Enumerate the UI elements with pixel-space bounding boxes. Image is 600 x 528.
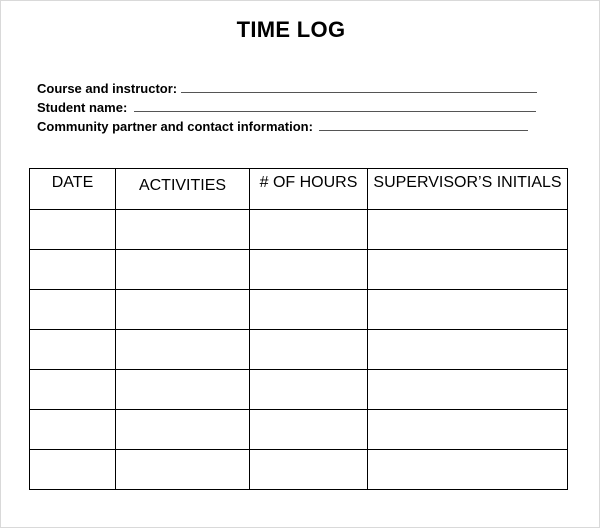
cell-activities[interactable] — [116, 410, 250, 450]
cell-hours[interactable] — [250, 450, 368, 490]
page-title: TIME LOG — [236, 17, 346, 42]
course-instructor-field — [37, 81, 537, 96]
cell-supervisor-initials[interactable] — [368, 410, 568, 450]
student-name-label: Student name: — [37, 100, 128, 115]
cell-activities[interactable] — [116, 290, 250, 330]
community-partner-field — [37, 119, 528, 134]
cell-supervisor-initials[interactable] — [368, 370, 568, 410]
table-row — [30, 410, 568, 450]
student-name-blank-line — [134, 111, 536, 112]
cell-supervisor-initials[interactable] — [368, 330, 568, 370]
course-instructor-label: Course and instructor: — [37, 81, 178, 96]
table-row — [30, 210, 568, 250]
cell-supervisor-initials[interactable] — [368, 290, 568, 330]
community-partner-label: Community partner and contact information: — [37, 119, 313, 134]
cell-date[interactable] — [30, 250, 116, 290]
cell-date[interactable] — [30, 290, 116, 330]
cell-date[interactable] — [30, 410, 116, 450]
cell-hours[interactable] — [250, 250, 368, 290]
cell-date[interactable] — [30, 450, 116, 490]
cell-hours[interactable] — [250, 370, 368, 410]
header-supervisor-initials: SUPERVISOR’S INITIALS — [368, 169, 568, 210]
header-activities: ACTIVITIES — [116, 169, 250, 210]
student-name-field — [37, 100, 536, 115]
header-date: DATE — [30, 169, 116, 210]
table-row — [30, 330, 568, 370]
cell-hours[interactable] — [250, 290, 368, 330]
cell-activities[interactable] — [116, 250, 250, 290]
cell-supervisor-initials[interactable] — [368, 210, 568, 250]
time-log-table — [29, 168, 568, 490]
cell-date[interactable] — [30, 210, 116, 250]
header-hours: # OF HOURS — [250, 169, 368, 210]
table-row — [30, 370, 568, 410]
cell-supervisor-initials[interactable] — [368, 250, 568, 290]
cell-hours[interactable] — [250, 210, 368, 250]
community-partner-blank-line — [319, 130, 528, 131]
cell-activities[interactable] — [116, 210, 250, 250]
cell-hours[interactable] — [250, 410, 368, 450]
table-row — [30, 450, 568, 490]
cell-supervisor-initials[interactable] — [368, 450, 568, 490]
table-row — [30, 250, 568, 290]
cell-activities[interactable] — [116, 450, 250, 490]
cell-date[interactable] — [30, 330, 116, 370]
cell-date[interactable] — [30, 370, 116, 410]
course-instructor-blank-line — [181, 92, 537, 93]
table-header-row — [30, 169, 568, 210]
cell-hours[interactable] — [250, 330, 368, 370]
table-body — [30, 210, 568, 490]
table-row — [30, 290, 568, 330]
cell-activities[interactable] — [116, 330, 250, 370]
cell-activities[interactable] — [116, 370, 250, 410]
